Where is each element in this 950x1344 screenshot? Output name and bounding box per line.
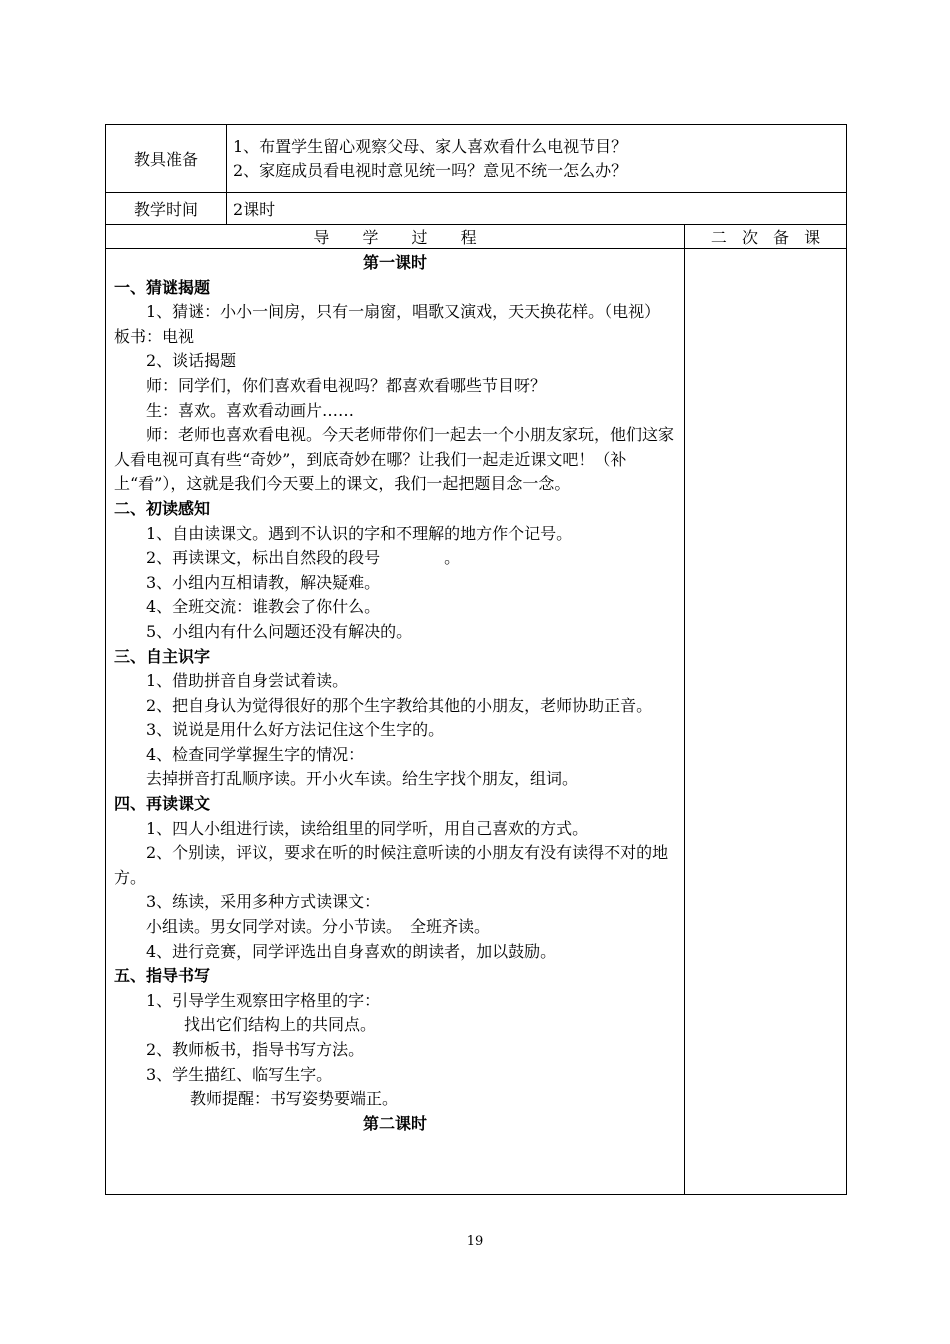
time-label: 教学时间 [106, 193, 227, 225]
paragraph: 2、个别读，评议，要求在听的时候注意听读的小朋友有没有读得不对的地方。 [114, 843, 669, 887]
paragraph: 1、自由读课文。遇到不认识的字和不理解的地方作个记号。 [146, 523, 573, 543]
paragraph: 小组读。男女同学对读。分小节读。 全班齐读。 [146, 917, 491, 937]
paragraph: 找出它们结构上的共同点。 [184, 1015, 377, 1035]
paragraph: 3、学生描红、临写生字。 [146, 1064, 333, 1084]
paragraph: 3、练读，采用多种方式读课文： [146, 892, 381, 912]
paragraph: 2、把自身认为觉得很好的那个生字教给其他的小朋友，老师协助正音。 [146, 695, 653, 715]
paragraph: 3、小组内互相请教，解决疑难。 [146, 572, 381, 592]
section-heading: 一、猜谜揭题 [114, 277, 211, 297]
second-prep-header-char: 课 [804, 228, 821, 247]
lesson2-title: 第二课时 [362, 1113, 427, 1133]
paragraph: 2、再读课文，标出自然段的段号 。 [146, 548, 461, 568]
paragraph: 4、进行竞赛，同学评选出自身喜欢的朗读者，加以鼓励。 [146, 941, 557, 961]
process-header-char: 学 [362, 228, 379, 247]
prep-line-1: 1、布置学生留心观察父母、家人喜欢看什么电视节目？ [233, 136, 628, 156]
paragraph: 4、全班交流：谁教会了你什么。 [146, 597, 381, 617]
prep-label: 教具准备 [106, 125, 227, 193]
paragraph: 5、小组内有什么问题还没有解决的。 [146, 621, 413, 641]
paragraph: 师：老师也喜欢看电视。今天老师带你们一起去一个小朋友家玩，他们这家人看电视可真有些“奇妙”，到底奇妙在哪？让我们一起走近课文吧！（补上“看”），这就是我们今天要上的课文，我们一起把题目念一念。 [114, 425, 675, 494]
paragraph: 1、四人小组进行读，读给组里的同学听，用自己喜欢的方式。 [146, 818, 589, 838]
process-header-row [106, 225, 847, 249]
process-header-char: 导 [313, 228, 330, 247]
second-prep-header-char: 二 [710, 228, 727, 247]
paragraph: 1、借助拼音自身尝试着读。 [146, 671, 349, 691]
paragraph: 3、说说是用什么好方法记住这个生字的。 [146, 720, 445, 740]
prep-row [106, 125, 847, 193]
section-heading: 二、初读感知 [114, 498, 211, 518]
second-prep-header [685, 225, 847, 249]
paragraph: 2、教师板书，指导书写方法。 [146, 1040, 365, 1059]
paragraph: 教师提醒：书写姿势要端正。 [190, 1089, 399, 1109]
time-value: 2课时 [227, 193, 847, 225]
paragraph: 2、谈话揭题 [146, 351, 237, 371]
process-header [106, 225, 685, 249]
page-number: 19 [466, 1234, 484, 1249]
paragraph: 生：喜欢。喜欢看动画片…… [146, 400, 355, 420]
process-content [106, 249, 685, 1195]
section-heading: 四、再读课文 [114, 794, 211, 814]
process-header-char: 过 [411, 228, 428, 247]
process-header-char: 程 [460, 228, 477, 247]
paragraph: 4、检查同学掌握生字的情况： [146, 744, 365, 764]
prep-content [227, 125, 847, 193]
paragraph: 师：同学们，你们喜欢看电视吗？都喜欢看哪些节目呀？ [146, 375, 547, 395]
section-heading: 三、自主识字 [114, 646, 211, 666]
content-row [106, 249, 847, 1195]
time-row [106, 193, 847, 225]
prep-line-2: 2、家庭成员看电视时意见统一吗？意见不统一怎么办？ [233, 160, 628, 180]
second-prep-header-char: 次 [741, 228, 758, 247]
lesson1-title: 第一课时 [362, 253, 427, 272]
second-prep-header-char: 备 [773, 228, 790, 247]
paragraph: 1、猜谜：小小一间房，只有一扇窗，唱歌又演戏，天天换花样。（电视）板书：电视 [114, 302, 661, 346]
section-heading: 五、指导书写 [114, 966, 211, 986]
second-prep-column [685, 249, 847, 1195]
lesson-plan-table [105, 124, 847, 1195]
paragraph: 1、引导学生观察田字格里的字： [146, 990, 381, 1010]
paragraph: 去掉拼音打乱顺序读。开小火车读。给生字找个朋友，组词。 [146, 769, 579, 789]
